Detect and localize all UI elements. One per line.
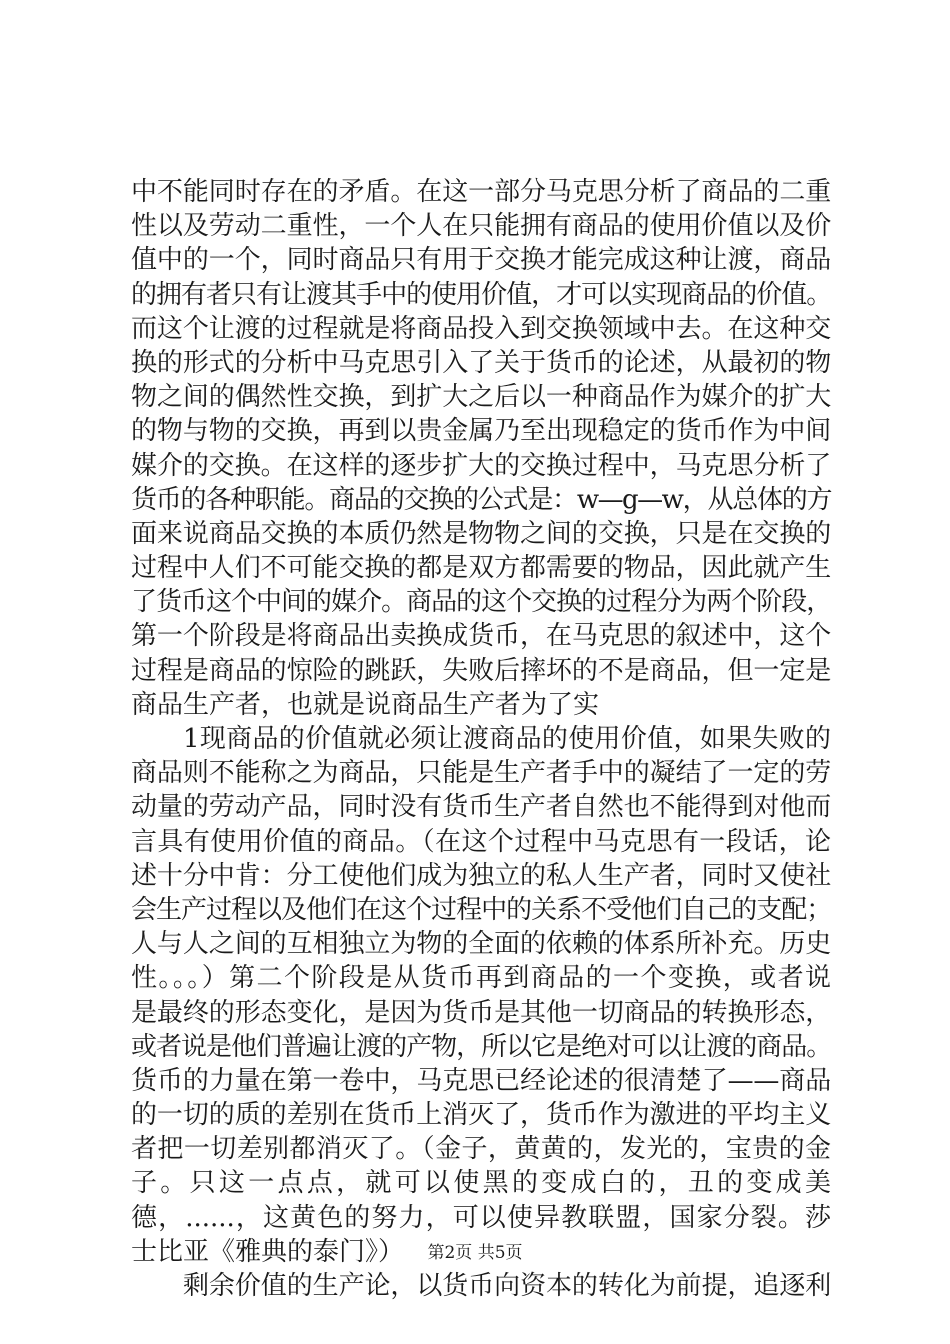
text-line: 士比亚《雅典的泰门》） bbox=[131, 1236, 405, 1267]
text-line: 德，......，这黄色的努力，可以使异教联盟，国家分裂。莎 bbox=[131, 1202, 831, 1233]
page-footer: 第2页 共5页 bbox=[427, 1243, 523, 1263]
text-line: 的拥有者只有让渡其手中的使用价值，才可以实现商品的价值。 bbox=[131, 279, 831, 310]
text-line: 中不能同时存在的矛盾。在这一部分马克思分析了商品的二重 bbox=[131, 177, 831, 207]
text-line: 会生产过程以及他们在这个过程中的关系不受他们自己的支配； bbox=[131, 894, 831, 925]
text-line: 货币的各种职能。商品的交换的公式是：w—g—w，从总体的方 bbox=[131, 484, 831, 515]
text-line: 货币的力量在第一卷中，马克思已经论述的很清楚了——商品 bbox=[131, 1065, 831, 1096]
text-line: 物之间的偶然性交换，到扩大之后以一种商品作为媒介的扩大 bbox=[131, 382, 831, 413]
text-line: 媒介的交换。在这样的逐步扩大的交换过程中，马克思分析了 bbox=[131, 450, 831, 481]
text-line: 性以及劳动二重性，一个人在只能拥有商品的使用价值以及价 bbox=[131, 211, 831, 242]
text-line: 动量的劳动产品，同时没有货币生产者自然也不能得到对他而 bbox=[131, 792, 831, 823]
text-line: 者把一切差别都消灭了。（金子，黄黄的，发光的，宝贵的金 bbox=[131, 1134, 831, 1165]
text-line: 剩余价值的生产论，以货币向资本的转化为前提，追逐利 bbox=[183, 1271, 831, 1301]
text-line: 是最终的形态变化，是因为货币是其他一切商品的转换形态， bbox=[131, 997, 831, 1028]
text-line: 了货币这个中间的媒介。商品的这个交换的过程分为两个阶段， bbox=[131, 587, 831, 618]
text-line: 换的形式的分析中马克思引入了关于货币的论述，从最初的物 bbox=[131, 347, 831, 378]
text-line: 的物与物的交换，再到以贵金属乃至出现稳定的货币作为中间 bbox=[131, 416, 831, 447]
text-line: 性。。。）第二个阶段是从货币再到商品的一个变换，或者说 bbox=[131, 963, 831, 994]
body-text bbox=[131, 175, 831, 1303]
text-line: 商品生产者，也就是说商品生产者为了实 bbox=[131, 689, 600, 720]
text-line: 面来说商品交换的本质仍然是物物之间的交换，只是在交换的 bbox=[131, 518, 831, 549]
text-line: 人与人之间的互相独立为物的全面的依赖的体系所补充。历史 bbox=[131, 929, 831, 960]
text-line: 而这个让渡的过程就是将商品投入到交换领域中去。在这种交 bbox=[131, 313, 831, 344]
text-line: 第一个阶段是将商品出卖换成货币，在马克思的叙述中，这个 bbox=[131, 621, 831, 652]
text-line: 1现商品的价值就必须让渡商品的使用价值，如果失败的 bbox=[183, 724, 831, 754]
text-line: 过程是商品的惊险的跳跃，失败后摔坏的不是商品，但一定是 bbox=[131, 655, 831, 686]
text-line: 或者说是他们普遍让渡的产物，所以它是绝对可以让渡的商品。 bbox=[131, 1031, 831, 1062]
text-line: 言具有使用价值的商品。（在这个过程中马克思有一段话，论 bbox=[131, 826, 831, 857]
text-line: 述十分中肯：分工使他们成为独立的私人生产者，同时又使社 bbox=[131, 860, 831, 891]
text-line: 过程中人们不可能交换的都是双方都需要的物品，因此就产生 bbox=[131, 553, 831, 584]
text-line: 的一切的质的差别在货币上消灭了，货币作为激进的平均主义 bbox=[131, 1100, 831, 1131]
text-line: 商品则不能称之为商品，只能是生产者手中的凝结了一定的劳 bbox=[131, 758, 831, 789]
text-line: 值中的一个，同时商品只有用于交换才能完成这种让渡，商品 bbox=[131, 245, 831, 276]
text-line: 子。只这一点点，就可以使黑的变成白的，丑的变成美 bbox=[131, 1168, 831, 1199]
